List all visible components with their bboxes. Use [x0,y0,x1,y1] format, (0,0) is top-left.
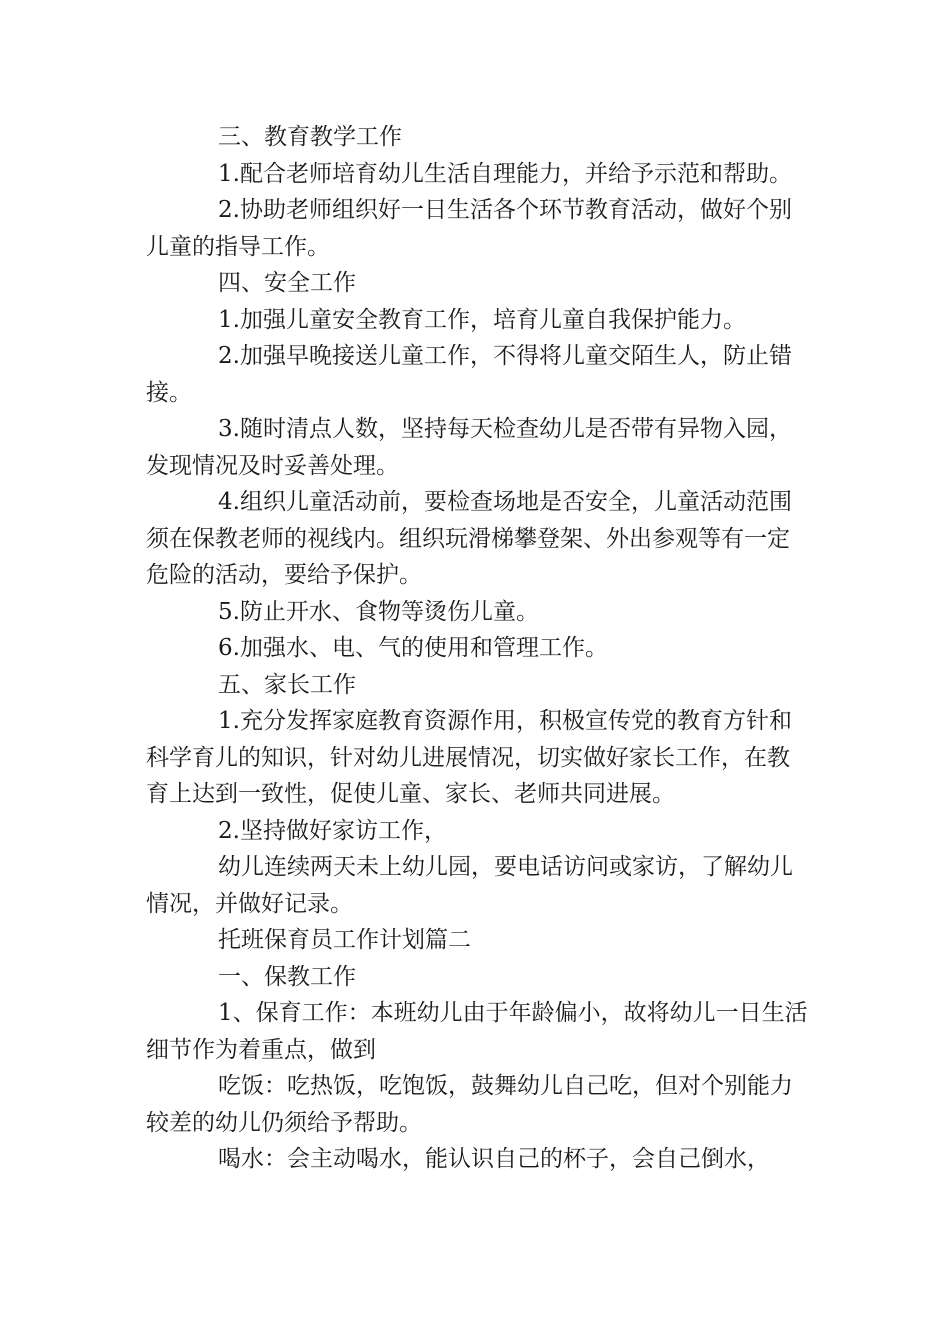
article-title-part-two: 托班保育员工作计划篇二 [218,927,471,953]
document-body [146,119,812,1178]
paragraph: 1.配合老师培育幼儿生活自理能力，并给予示范和帮助。 [218,160,792,187]
paragraph: 幼儿连续两天未上幼儿园，要电话访问或家访，了解幼儿情况，并做好记录。 [146,854,793,917]
section-heading-parents: 五、家长工作 [218,671,356,698]
paragraph: 6.加强水、电、气的使用和管理工作。 [218,635,608,661]
paragraph: 4.组织儿童活动前，要检查场地是否安全，儿童活动范围须在保教老师的视线内。组织玩滑梯攀登架、外出参观等有一定危险的活动，要给予保护。 [146,489,792,588]
paragraph: 5.防止开水、食物等烫伤儿童。 [218,598,539,625]
paragraph: 2.加强早晚接送儿童工作，不得将儿童交陌生人，防止错接。 [146,343,792,406]
paragraph: 1.加强儿童安全教育工作，培育儿童自我保护能力。 [218,306,746,333]
paragraph: 3.随时清点人数，坚持每天检查幼儿是否带有异物入园，发现情况及时妥善处理。 [146,416,792,479]
paragraph: 1.充分发挥家庭教育资源作用，积极宣传党的教育方针和科学育儿的知识，针对幼儿进展情况，切实做好家长工作，在教育上达到一致性，促使儿童、家长、老师共同进展。 [146,708,792,807]
paragraph: 吃饭：吃热饭，吃饱饭，鼓舞幼儿自己吃，但对个别能力较差的幼儿仍须给予帮助。 [146,1073,793,1136]
paragraph: 1、保育工作：本班幼儿由于年龄偏小，故将幼儿一日生活细节作为着重点，做到 [146,1000,808,1063]
paragraph: 喝水：会主动喝水，能认识自己的杯子，会自己倒水， [218,1146,770,1172]
section-heading-teaching: 三、教育教学工作 [218,124,402,150]
paragraph: 2.坚持做好家访工作， [218,817,447,844]
section-heading-safety: 四、安全工作 [218,270,356,296]
section-heading-care: 一、保教工作 [218,963,356,990]
paragraph: 2.协助老师组织好一日生活各个环节教育活动，做好个别儿童的指导工作。 [146,197,792,260]
